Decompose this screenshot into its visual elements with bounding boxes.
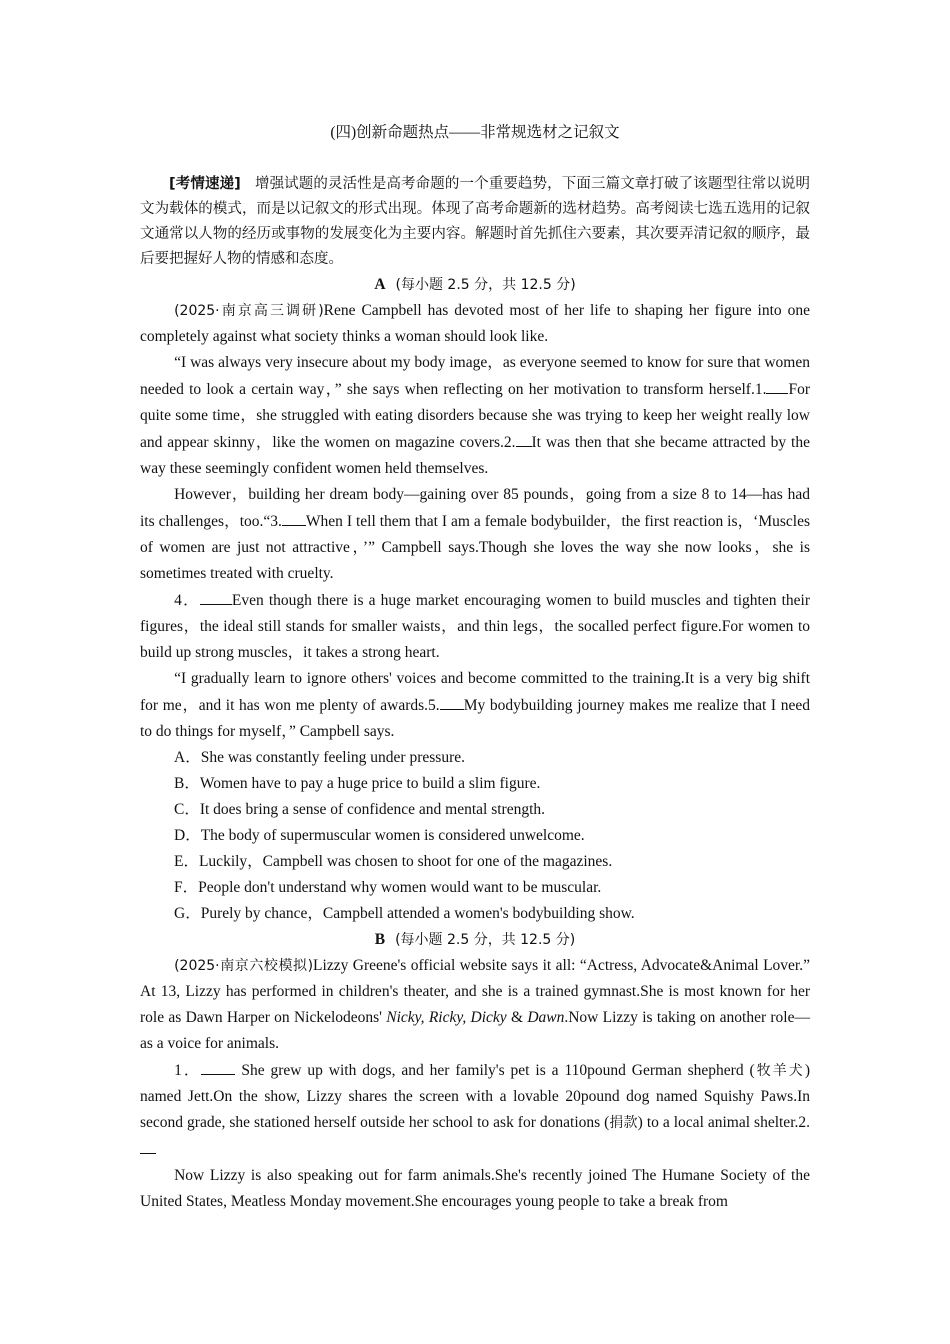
passage-a-p3: However，building her dream body—gaining over 85 pounds，going from a size 8 to 14—has had its challenges，too.“3. When I tell them that I am a female bodybuilder，the first reaction is，‘Muscles of women are just not attractive，’” Campbell says.Though she loves the way she now looks，she is sometimes treated with cruelty. <box>140 486 811 582</box>
answer-blank[interactable] <box>516 429 532 447</box>
answer-blank[interactable] <box>282 508 306 526</box>
passage-b-p1: (2025·南京六校模拟)Lizzy Greene's official website says it all: “Actress, Advocate&Animal Lover.” At 13, Lizzy has performed in children's theater, and she is a trained gymnast.She is most known for her role as Dawn Harper on Nickelodeons' Nicky, Ricky, Dicky & Dawn.Now Lizzy is taking on another role—as a voice for animals. <box>140 957 810 1052</box>
exam-intro <box>140 172 810 272</box>
option-item: C．It does bring a sense of confidence and mental strength. <box>174 801 546 818</box>
passage-b-p3: Now Lizzy is also speaking out for farm animals.She's recently joined The Humane Society of the United States, Meatless Monday movement.She encourages young people to take a break from <box>140 1167 810 1210</box>
passage-a-p1: (2025·南京高三调研)Rene Campbell has devoted most of her life to shaping her figure into one completely against what society thinks a woman should look like. <box>140 302 810 345</box>
section-a-letter: A <box>374 276 386 293</box>
passage-b-source: (2025·南京六校模拟) <box>174 958 314 974</box>
intro-label: [考情速递] <box>169 176 241 192</box>
option-item: E．Luckily，Campbell was chosen to shoot for one of the magazines. <box>174 853 613 870</box>
options-list <box>140 745 810 927</box>
option-item: G．Purely by chance，Campbell attended a women's bodybuilding show. <box>174 905 635 922</box>
answer-blank[interactable] <box>200 587 232 605</box>
passage-a-p4: 4． Even though there is a huge market encouraging women to build muscles and tighten their figures，the ideal still stands for smaller waists，and thin legs，the socalled perfect figure.For women to build up strong muscles，it takes a strong heart. <box>140 587 810 666</box>
page-title: (四)创新命题热点——非常规选材之记叙文 <box>330 124 620 141</box>
passage-b-p2: 1． She grew up with dogs, and her family's pet is a 110pound German shepherd (牧羊犬) named Jett.On the show, Lizzy shares the screen with a lovable 20pound dog named Squishy Paws.In second grade, she stationed herself outside her school to ask for donations (捐款) to a local animal shelter.2. <box>140 1057 810 1163</box>
section-a-heading <box>140 272 810 298</box>
passage-a-p5: “I gradually learn to ignore others' voices and become committed to the training.It is a very big shift for me，and it has won me plenty of awards.5. My bodybuilding journey makes me realize that I need to do things for myself，” Campbell says. <box>140 670 810 740</box>
option-item: F．People don't understand why women would want to be muscular. <box>174 879 602 896</box>
section-b-heading <box>140 927 810 953</box>
document-page <box>140 120 810 1215</box>
passage-a-p2: “I was always very insecure about my body image，as everyone seemed to know for sure that women needed to look a certain way，” she says when reflecting on her motivation to transform herself.1. For quite some time，she struggled with eating disorders because she was trying to keep her weight really low and appear skinny，like the women on magazine covers.2. It was then that she became attracted by the way these seemingly confident women held themselves. <box>140 354 810 477</box>
section-b-score: (每小题 2.5 分，共 12.5 分) <box>395 932 576 948</box>
option-item: D．The body of supermuscular women is considered unwelcome. <box>174 827 585 844</box>
answer-blank[interactable] <box>201 1057 235 1075</box>
option-item: B．Women have to pay a huge price to build a slim figure. <box>174 775 541 792</box>
option-item: A．She was constantly feeling under pressure. <box>174 749 465 766</box>
section-a-score: (每小题 2.5 分，共 12.5 分) <box>395 277 576 293</box>
section-b-letter: B <box>374 931 386 948</box>
intro-text: 增强试题的灵活性是高考命题的一个重要趋势，下面三篇文章打破了该题型往常以说明文为载体的模式，而是以记叙文的形式出现。体现了高考命题新的选材趋势。高考阅读七选五选用的记叙文通常以人物的经历或事物的发展变化为主要内容。解题时首先抓住六要素，其次要弄清记叙的顺序，最后要把握好人物的情感和态度。 <box>140 176 810 267</box>
passage-a-source: (2025·南京高三调研) <box>174 303 324 319</box>
answer-blank[interactable] <box>140 1136 156 1154</box>
answer-blank[interactable] <box>766 376 788 394</box>
answer-blank[interactable] <box>440 692 464 710</box>
